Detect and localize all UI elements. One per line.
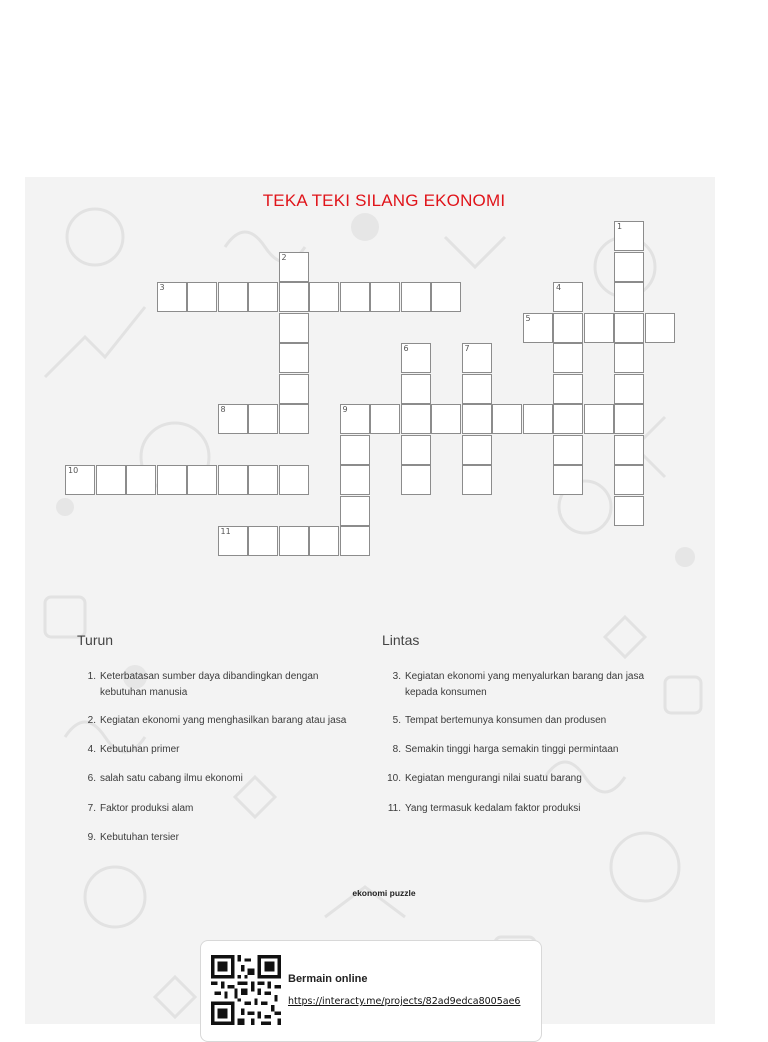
qr-code-icon[interactable] [211,955,281,1025]
clue-number: 3 [159,283,165,292]
crossword-cell[interactable] [462,465,492,495]
crossword-cell[interactable] [614,252,644,282]
crossword-cell[interactable] [340,526,370,556]
crossword-cell[interactable] [218,282,248,312]
crossword-cell[interactable] [431,282,461,312]
crossword-cell[interactable] [279,404,309,434]
crossword-cell[interactable] [553,465,583,495]
crossword-cell[interactable] [279,374,309,404]
clue-number: 10 [68,466,79,475]
project-link[interactable]: https://interacty.me/projects/82ad9edca8005ae6 [288,996,521,1007]
across-clue-5: 5. Tempat bertemunya konsumen dan produsen [392,715,607,726]
across-clue-11: 11. Yang termasuk kedalam faktor produksi [387,803,581,814]
crossword-cell[interactable] [614,404,644,434]
crossword-cell[interactable] [462,435,492,465]
crossword-cell[interactable] [645,313,675,343]
crossword-cell[interactable] [462,404,492,434]
clue-number: 11 [220,527,231,536]
crossword-cell[interactable] [584,313,614,343]
down-clue-9: 9. Kebutuhan tersier [87,832,179,843]
crossword-cell[interactable] [248,404,278,434]
crossword-cell[interactable] [553,313,583,343]
clue-number: 1 [617,222,623,231]
crossword-cell[interactable] [248,465,278,495]
crossword-cell[interactable] [248,526,278,556]
crossword-cell[interactable] [218,404,248,434]
clue-number: 8 [220,405,226,414]
crossword-cell[interactable] [614,496,644,526]
crossword-cell[interactable] [553,343,583,373]
crossword-cell[interactable] [279,282,309,312]
crossword-cell[interactable] [401,282,431,312]
crossword-cell[interactable] [614,221,644,251]
crossword-cell[interactable] [462,343,492,373]
crossword-cell[interactable] [523,313,553,343]
crossword-cell[interactable] [614,465,644,495]
crossword-cell[interactable] [218,465,248,495]
crossword-cell[interactable] [401,435,431,465]
crossword-cell[interactable] [340,465,370,495]
crossword-cell[interactable] [584,404,614,434]
play-online-card[interactable] [200,940,542,1042]
crossword-cell[interactable] [340,435,370,465]
crossword-cell[interactable] [401,343,431,373]
down-heading: Turun [77,632,114,648]
crossword-cell[interactable] [309,526,339,556]
crossword-cell[interactable] [96,465,126,495]
clue-number: 2 [281,252,287,262]
clue-number: 6 [403,344,409,353]
crossword-cell[interactable] [279,465,309,495]
clue-number: 4 [556,283,562,292]
crossword-cell[interactable] [614,374,644,404]
crossword-cell[interactable] [248,282,278,312]
across-clue-8: 8. Semakin tinggi harga semakin tinggi permintaan [392,744,619,755]
crossword-cell[interactable] [401,465,431,495]
crossword-cell[interactable] [279,313,309,343]
crossword-cell[interactable] [614,313,644,343]
puzzle-title: TEKA TEKI SILANG EKONOMI [262,191,506,210]
down-clue-7: 7. Faktor produksi alam [87,803,194,814]
crossword-cell[interactable] [614,435,644,465]
crossword-cell[interactable] [309,282,339,312]
crossword-cell[interactable] [431,404,461,434]
crossword-cell[interactable] [340,404,370,434]
crossword-cell[interactable] [553,404,583,434]
crossword-cell[interactable] [492,404,522,434]
crossword-cell[interactable] [614,343,644,373]
crossword-cell[interactable] [279,343,309,373]
crossword-cell[interactable] [218,526,248,556]
clue-number: 7 [464,344,470,353]
crossword-cell[interactable] [553,374,583,404]
crossword-cell[interactable] [126,465,156,495]
crossword-cell[interactable] [157,282,187,312]
crossword-cell[interactable] [187,282,217,312]
crossword-cell[interactable] [340,282,370,312]
play-online-label: Bermain online [288,973,368,985]
down-clue-2: 2. Kegiatan ekonomi yang menghasilkan barang atau jasa [87,715,347,726]
crossword-cell[interactable] [65,465,95,495]
across-heading: Lintas [382,632,420,648]
crossword-cell[interactable] [279,252,309,282]
across-clue-3: 3. Kegiatan ekonomi yang menyalurkan barang dan jasa kepada konsumen [392,671,645,698]
crossword-cell[interactable] [553,435,583,465]
across-clue-10: 10. Kegiatan mengurangi nilai suatu barang [387,773,582,784]
crossword-cell[interactable] [370,282,400,312]
clue-number: 9 [342,405,348,414]
crossword-cell[interactable] [523,404,553,434]
puzzle-name: ekonomi puzzle [352,888,416,898]
crossword-cell[interactable] [370,404,400,434]
clue-number: 5 [525,313,531,323]
down-clue-4: 4. Kebutuhan primer [87,744,180,755]
crossword-cell[interactable] [279,526,309,556]
crossword-cell[interactable] [157,465,187,495]
crossword-cell[interactable] [401,404,431,434]
crossword-cell[interactable] [401,374,431,404]
down-clue-6: 6. salah satu cabang ilmu ekonomi [87,773,243,784]
crossword-cell[interactable] [553,282,583,312]
crossword-cell[interactable] [340,496,370,526]
down-clue-1: 1. Keterbatasan sumber daya dibandingkan dengan kebutuhan manusia [87,671,319,698]
crossword-cell[interactable] [187,465,217,495]
crossword-cell[interactable] [614,282,644,312]
crossword-cell[interactable] [462,374,492,404]
